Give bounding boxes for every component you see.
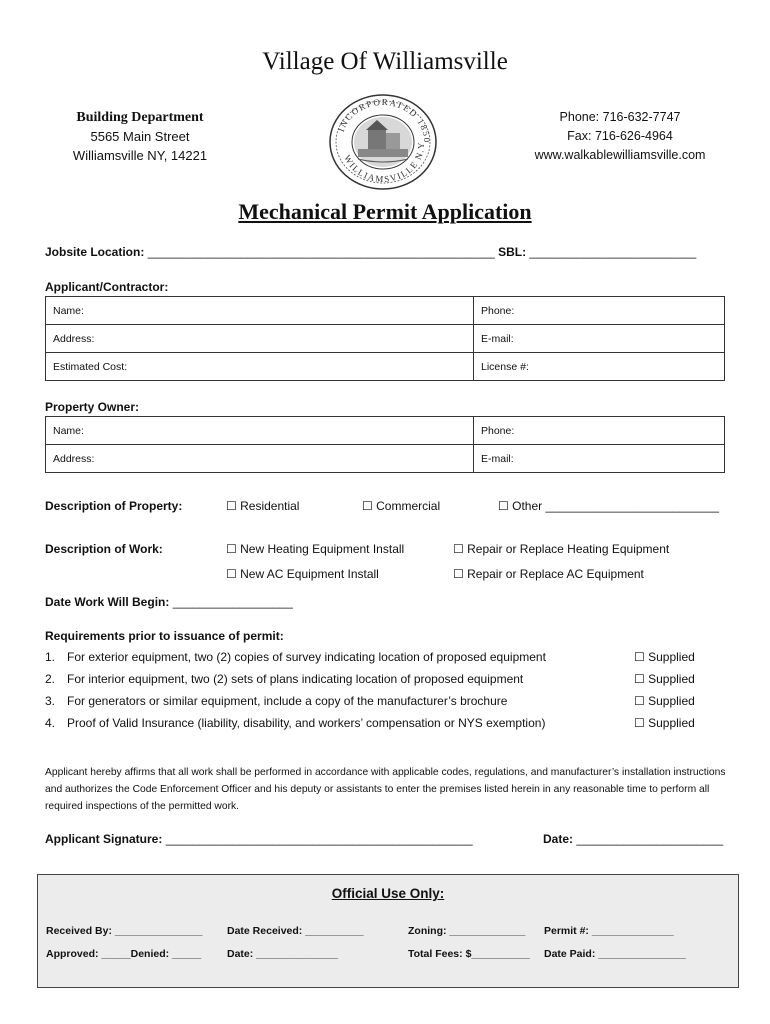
supplied-checkbox[interactable] — [634, 672, 695, 686]
other-checkbox[interactable] — [498, 499, 719, 513]
supplied-label: Supplied — [648, 716, 695, 730]
svg-text:WILLIAMSVILLE N.Y.: WILLIAMSVILLE N.Y — [342, 142, 427, 185]
repair-ac-label: Repair or Replace AC Equipment — [467, 567, 644, 581]
permit-number-field[interactable]: Permit #: ______________ — [544, 925, 674, 937]
owner-table — [45, 416, 725, 473]
residential-checkbox[interactable] — [226, 499, 299, 513]
date-received-field[interactable]: Date Received: __________ — [227, 925, 364, 937]
new-ac-label: New AC Equipment Install — [240, 567, 379, 581]
supplied-checkbox[interactable] — [634, 716, 695, 730]
signature-row — [45, 832, 473, 846]
applicant-phone-field[interactable]: Phone: — [474, 297, 725, 325]
requirement-text: For interior equipment, two (2) sets of plans indicating location of proposed equipment — [67, 672, 524, 686]
applicant-address-field[interactable]: Address: — [46, 325, 474, 353]
signature-field[interactable]: ______________________________________________ — [165, 832, 473, 846]
supplied-checkbox[interactable] — [634, 650, 695, 664]
date-begin-row — [45, 595, 293, 609]
new-heating-label: New Heating Equipment Install — [240, 542, 405, 556]
checkbox-icon — [634, 716, 645, 730]
checkbox-icon — [226, 499, 237, 513]
checkbox-icon — [226, 567, 237, 581]
signature-date-field[interactable]: ______________________ — [576, 832, 724, 846]
village-seal-icon — [328, 93, 438, 191]
jobsite-row — [45, 245, 696, 259]
license-field[interactable]: License #: — [474, 353, 725, 381]
phone-number: Phone: 716-632-7747 — [559, 110, 681, 124]
supplied-label: Supplied — [648, 672, 695, 686]
owner-name-field[interactable]: Name: — [46, 417, 474, 445]
checkbox-icon — [634, 650, 645, 664]
checkbox-icon — [634, 694, 645, 708]
work-label: Description of Work: — [45, 542, 163, 556]
requirement-text: For generators or similar equipment, include a copy of the manufacturer’s brochure — [67, 694, 508, 708]
checkbox-icon — [498, 499, 509, 513]
repair-ac-checkbox[interactable] — [453, 567, 644, 581]
requirement-text: For exterior equipment, two (2) copies of survey indicating location of proposed equipment — [67, 650, 546, 664]
checkbox-icon — [634, 672, 645, 686]
commercial-label: Commercial — [376, 499, 441, 513]
date-begin-field[interactable]: __________________ — [172, 595, 293, 609]
svg-text:INCORPORATED 1850: INCORPORATED 1850 — [335, 96, 433, 144]
jobsite-field[interactable]: ____________________________________________________ — [147, 245, 495, 259]
department-city: Williamsville NY, 14221 — [72, 148, 208, 163]
signature-date-label: Date: — [543, 832, 577, 846]
owner-email-field[interactable]: E-mail: — [474, 445, 725, 473]
applicant-table — [45, 296, 725, 381]
website-link[interactable]: www.walkablewilliamsville.com — [534, 148, 706, 162]
requirement-number: 2. — [45, 672, 56, 686]
fax-number: Fax: 716-626-4964 — [567, 129, 673, 143]
supplied-label: Supplied — [648, 694, 695, 708]
requirement-item — [45, 650, 546, 664]
date-begin-label: Date Work Will Begin: — [45, 595, 173, 609]
estimated-cost-field[interactable]: Estimated Cost: — [46, 353, 474, 381]
commercial-checkbox[interactable] — [362, 499, 440, 513]
supplied-label: Supplied — [648, 650, 695, 664]
checkbox-icon — [362, 499, 373, 513]
applicant-email-field[interactable]: E-mail: — [474, 325, 725, 353]
applicant-name-field[interactable]: Name: — [46, 297, 474, 325]
official-date-field[interactable]: Date: ______________ — [227, 948, 338, 960]
date-paid-field[interactable]: Date Paid: _______________ — [544, 948, 686, 960]
new-ac-checkbox[interactable] — [226, 567, 379, 581]
other-label: Other __________________________ — [512, 499, 719, 513]
form-title: Mechanical Permit Application — [238, 199, 532, 224]
official-use-title: Official Use Only: — [331, 886, 445, 901]
requirement-item — [45, 716, 545, 730]
requirement-item — [45, 694, 507, 708]
requirement-number: 1. — [45, 650, 56, 664]
approved-denied-field[interactable]: Approved: _____Denied: _____ — [46, 948, 202, 960]
supplied-checkbox[interactable] — [634, 694, 695, 708]
requirements-heading: Requirements prior to issuance of permit: — [45, 629, 284, 643]
received-by-field[interactable]: Received By: _______________ — [46, 925, 203, 937]
signature-date-row — [543, 832, 723, 846]
affirmation-paragraph: Applicant hereby affirms that all work shall be performed in accordance with applicable codes, regulations, and manufacturer’s installation instructions and authorizes the Code Enforcement Officer and his deputy or assistants to enter the premises listed herein in any reasonable time to perform all required inspections of the permitted work. — [45, 767, 726, 812]
checkbox-icon — [226, 542, 237, 556]
official-use-box — [37, 874, 739, 988]
department-street: 5565 Main Street — [90, 129, 190, 144]
new-heating-checkbox[interactable] — [226, 542, 404, 556]
residential-label: Residential — [240, 499, 300, 513]
owner-section-label: Property Owner: — [45, 400, 140, 414]
department-name: Building Department — [76, 110, 204, 125]
requirement-number: 4. — [45, 716, 56, 730]
jobsite-label: Jobsite Location: — [45, 245, 148, 259]
contact-block — [520, 108, 720, 165]
owner-address-field[interactable]: Address: — [46, 445, 474, 473]
total-fees-field[interactable]: Total Fees: $__________ — [408, 948, 530, 960]
department-address-block — [40, 108, 240, 165]
signature-label: Applicant Signature: — [45, 832, 166, 846]
requirement-number: 3. — [45, 694, 56, 708]
requirement-text: Proof of Valid Insurance (liability, disability, and workers’ compensation or NYS exemption) — [67, 716, 546, 730]
checkbox-icon — [453, 567, 464, 581]
repair-heating-checkbox[interactable] — [453, 542, 669, 556]
property-label: Description of Property: — [45, 499, 183, 513]
repair-heating-label: Repair or Replace Heating Equipment — [467, 542, 670, 556]
checkbox-icon — [453, 542, 464, 556]
requirement-item — [45, 672, 523, 686]
village-title: Village Of Williamsville — [262, 48, 508, 75]
sbl-field[interactable]: _________________________ — [529, 245, 697, 259]
owner-phone-field[interactable]: Phone: — [474, 417, 725, 445]
zoning-field[interactable]: Zoning: _____________ — [408, 925, 526, 937]
applicant-section-label: Applicant/Contractor: — [45, 280, 169, 294]
sbl-label: SBL: — [494, 245, 530, 259]
